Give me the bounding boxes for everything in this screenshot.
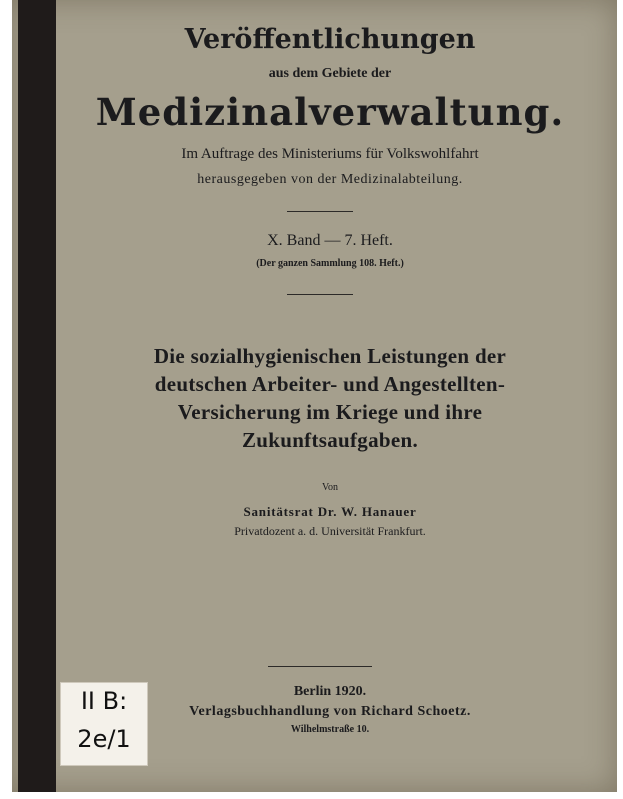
series-subtitle: aus dem Gebiete der [268,66,392,81]
divider-rule [287,294,353,295]
book-title-line: Zukunftsaufgaben. [241,428,419,452]
series-main-title: Medizinalverwaltung. [95,90,565,134]
commission-line: Im Auftrage des Ministeriums für Volkswohlfahrt [181,146,479,162]
library-shelf-label [60,682,148,766]
shelf-mark-line: 2e/1 [77,725,131,753]
book-title-line: Versicherung im Kriege und ihre [177,400,483,424]
publication-place-year: Berlin 1920. [293,684,367,699]
collection-note: (Der ganzen Sammlung 108. Heft.) [256,258,404,269]
by-line: Von [322,482,338,493]
book-spine [18,0,56,792]
volume-issue: X. Band — 7. Heft. [267,232,393,249]
publisher-name: Verlagsbuchhandlung von Richard Schoetz. [189,704,471,719]
shelf-mark-line: II B: [80,687,128,715]
author-affiliation: Privatdozent a. d. Universität Frankfurt. [234,524,426,538]
author-name: Sanitätsrat Dr. W. Hanauer [243,504,417,519]
series-title: Veröffentlichungen [184,24,476,55]
book-title-line: Die sozialhygienischen Leistungen der [153,344,507,368]
divider-rule [268,666,372,667]
publisher-address: Wilhelmstraße 10. [290,724,370,735]
editor-line: herausgegeben von der Medizinalabteilung. [197,172,463,187]
divider-rule [287,211,353,212]
book-title-line: deutschen Arbeiter- und Angestellten- [154,372,506,396]
